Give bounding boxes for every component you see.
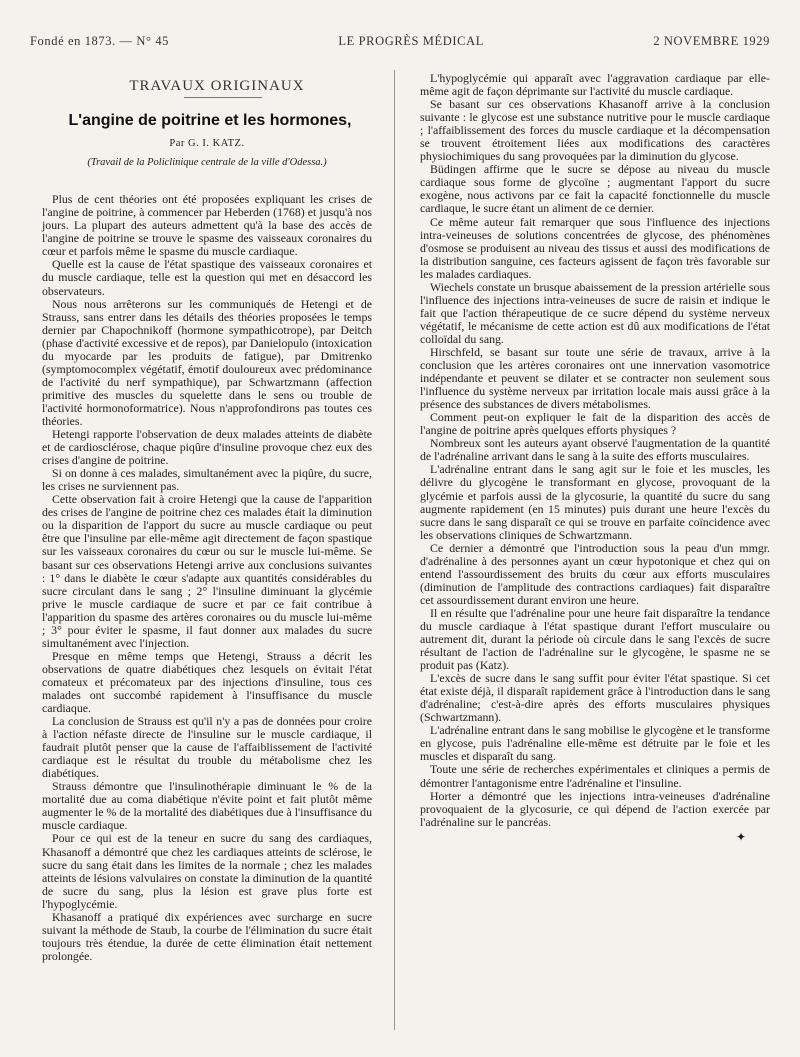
right-column [420,72,770,844]
left-column [42,72,372,963]
section-title: TRAVAUX ORIGINAUX [129,78,305,94]
paragraph: Ce même auteur fait remarquer que sous l'influence des injections intra-veineuses de solutions concentrées de glycose, des phénomènes d'osmose se produisent au niveau des tissus et aussi des modifications de la distribution sanguine, ces facteurs agissent de façon très favorable sur les malades cardiaques. [420,214,770,281]
paragraph: Pour ce qui est de la teneur en sucre du sang des cardiaques, Khasanoff a démontré que chez les cardiaques atteints de sclérose, le sucre du sang était dans les limites de la normale ; chez les malades atteints de lésions valvulaires on constate la diminution de la quantité de sucre du sang, plus la lésion est grave plus forte est l'hypoglycémie. [42,831,372,911]
paragraph: Khasanoff a pratiqué dix expériences avec surcharge en sucre suivant la méthode de Staub, la courbe de l'élimination du sucre était toujours très étendue, la durée de cette élimination était nettement prolongée. [42,909,372,963]
paragraph: Se basant sur ces observations Khasanoff arrive à la conclusion suivante : le glycose est une substance nutritive pour le muscle cardiaque ; l'affaiblissement des forces du muscle cardiaque et la décompensation se trouvent étroitement liées aux modifications des caractères physiochimiques du sang provoquées par la diminution du glycose. [420,97,770,164]
paragraph: La conclusion de Strauss est qu'il n'y a pas de données pour croire à l'action néfaste directe de l'insuline sur le muscle cardiaque, il faudrait plutôt penser que la cause de l'affaiblissement de l'activité cardiaque est le résultat du trouble du métabolisme chez les diabétiques. [42,714,372,781]
paragraph: Nous nous arrêterons sur les communiqués de Hetengi et de Strauss, sans entrer dans les détails des théories proposées le temps dernier par Chapochnikoff (hormone sympathicotrope), par Deitch (phase d'activité excessive et de repos), par Danielopulo (intoxication du myocarde par les produits de fatigue), par Dmitrenko (symptomocomplex végétatif, émotif douloureux avec prédominance de l'activité du nerf sympathique), par Schwartzmann (affection primitive des muscles du squelette dans le sens ou trouble de l'activité hormonoformatrice). Nous n'approfondirons pas toutes ces théories. [42,296,372,428]
header-founded: Fondé en 1873. — N° 45 [30,34,170,48]
article-affiliation: (Travail de la Policlinique centrale de la ville d'Odessa.) [87,157,327,169]
column-divider [394,70,395,1030]
paragraph: L'adrénaline entrant dans le sang agit sur le foie et les muscles, les délivre du glycogène le transformant en glycose, provoquant de la glycémie et parfois aussi de la glycosurie, la quantité du sucre du sang augmente rapidement (en 15 minutes) puis durant une heure l'excès du sucre dans le sang disparaît ce qui se trouve en parfaite coïncidence avec les observations cliniques de Schwartzmann. [420,462,770,542]
article-title: L'angine de poitrine et les hormones, [68,112,352,130]
paragraph: Strauss démontre que l'insulinothérapie diminuant le % de la mortalité due au coma diabétique n'évite point et fait plutôt même augmenter le % de la mortalité des diabétiques due à l'insuffisance du muscle cardiaque. [42,779,372,833]
issue-date: 2 NOVEMBRE 1929 [653,34,770,48]
end-ornament-icon: ✦ [735,829,746,844]
paragraph: Hetengi rapporte l'observation de deux malades atteints de diabète et de cardiosclérose, chaque piqûre d'insuline provoque chez eux des crises d'angine de poitrine. [42,427,372,468]
paragraph: Presque en même temps que Hetengi, Strauss a décrit les observations de quatre diabétiques chez lesquels on évitait l'état comateux et précomateux par des injections d'insuline, tous ces malades ont succombé rapidement à l'insuffisance du muscle cardiaque. [42,648,372,716]
paragraph: Il en résulte que l'adrénaline pour une heure fait disparaître la tendance du muscle cardiaque à l'état spastique durant l'effort musculaire ou autrement dit, durant la période où circule dans le sang l'excès de sucre résultant de l'action de l'adrénaline sur le glycogène, le spasme ne se produit pas (Katz). [420,605,770,673]
paragraph: Horter a démontré que les injections intra-veineuses d'adrénaline provoquaient de la glycosurie, ce qui dépend de l'action exercée par l'adrénaline sur le pancréas. [420,788,770,829]
journal-title: LE PROGRÈS MÉDICAL [338,34,484,48]
article-author: Par G. I. KATZ. [169,138,245,150]
paragraph: Nombreux sont les auteurs ayant observé l'augmentation de la quantité de l'adrénaline arrivant dans le sang à la suite des efforts musculaires. [420,436,770,464]
paragraph: Plus de cent théories ont été proposées expliquant les crises de l'angine de poitrine, à commencer par Heberden (1768) et jusqu'à nos jours. La plupart des auteurs admettent qu'à la base des accès de l'angine de poitrine se trouve le spasme des vaisseaux coronaires du cœur et parfois même le spasme du muscle cardiaque. [42,192,372,259]
paragraph: L'hypoglycémie qui apparaît avec l'aggravation cardiaque par elle-même agit de façon déprimante sur l'activité du muscle cardiaque. [420,71,770,99]
paragraph: L'excès de sucre dans le sang suffit pour éviter l'état spastique. Si cet état existe déjà, il disparaît rapidement grâce à l'introduction dans le sang d'adrénaline; c'est-à-dire après des efforts musculaires physiques (Schwartzmann). [420,671,770,725]
paragraph: Wiechels constate un brusque abaissement de la pression artérielle sous l'influence des injections intra-veineuses de sucre de raisin et indique le fait que l'action thérapeutique de ce sucre dépend du système nerveux végétatif, le mécanisme de cette action est dû aux modifications de l'état colloïdal du sang. [420,279,770,346]
paragraph: Ce dernier a démontré que l'introduction sous la peau d'un mmgr. d'adrénaline à des personnes ayant un cœur hypotonique et chez qui on entend l'assourdissement des bruits du cœur aux efforts musculaires (diminution de l'amplitude des contractions cardiaques) fait disparaître cet assourdissement durant environ une heure. [420,540,770,607]
paragraph: Büdingen affirme que le sucre se dépose au niveau du muscle cardiaque sous forme de glycoïne ; augmentant l'apport du sucre exogène, nous activons par ce fait la capacité fonctionnelle du muscle cardiaque, le sucre étant un aliment de ce dernier. [420,162,770,216]
paragraph: Cette observation fait à croire Hetengi que la cause de l'apparition des crises de l'angine de poitrine chez ces malades était la diminution ou la disparition de l'apport du sucre au muscle cardiaque ou peut être que l'insuline par elle-même agit directement de façon spastique sur les vaisseaux coronaires du cœur ou sur le muscle lui-même. Se basant sur ces observations Hetengi arrive aux conclusions suivantes : 1° dans le diabète le cœur s'adapte aux quantités considérables du sucre circulant dans le sang ; 2° l'insuline diminuant la glycémie prive le muscle cardiaque de sucre et par ce fait contribue à l'apparition du spasme des artères coronaires ou du muscle lui-même ; 3° pour éviter le spasme, il faut donner aux malades du sucre simultanément avec l'injection. [42,492,372,650]
paragraph: Hirschfeld, se basant sur toute une série de travaux, arrive à la conclusion que les artères coronaires ont une innervation vasomotrice indépendante et peuvent se dilater et se contracter non seulement sous l'influence du système nerveux par irritation locale mais aussi grâce à la présence des substances de divers métabolismes. [420,344,770,412]
running-header [30,34,770,49]
paragraph: L'adrénaline entrant dans le sang mobilise le glycogène et le transforme en glycose, puis l'adrénaline elle-même est détruite par le foie et les muscles et disparaît du sang. [420,723,770,764]
paragraph: Quelle est la cause de l'état spastique des vaisseaux coronaires et du muscle cardiaque, telle est la question qui met en désaccord les observateurs. [42,257,372,298]
paragraph: Toute une série de recherches expérimentales et cliniques a permis de démontrer l'antagonisme entre l'adrénaline et l'insuline. [420,762,770,790]
paragraph: Si on donne à ces malades, simultanément avec la piqûre, du sucre, les crises ne surviennent pas. [42,466,372,494]
paragraph: Comment peut-on expliquer le fait de la disparition des accès de l'angine de poitrine après quelques efforts physiques ? [420,410,770,438]
section-rule [184,97,262,98]
